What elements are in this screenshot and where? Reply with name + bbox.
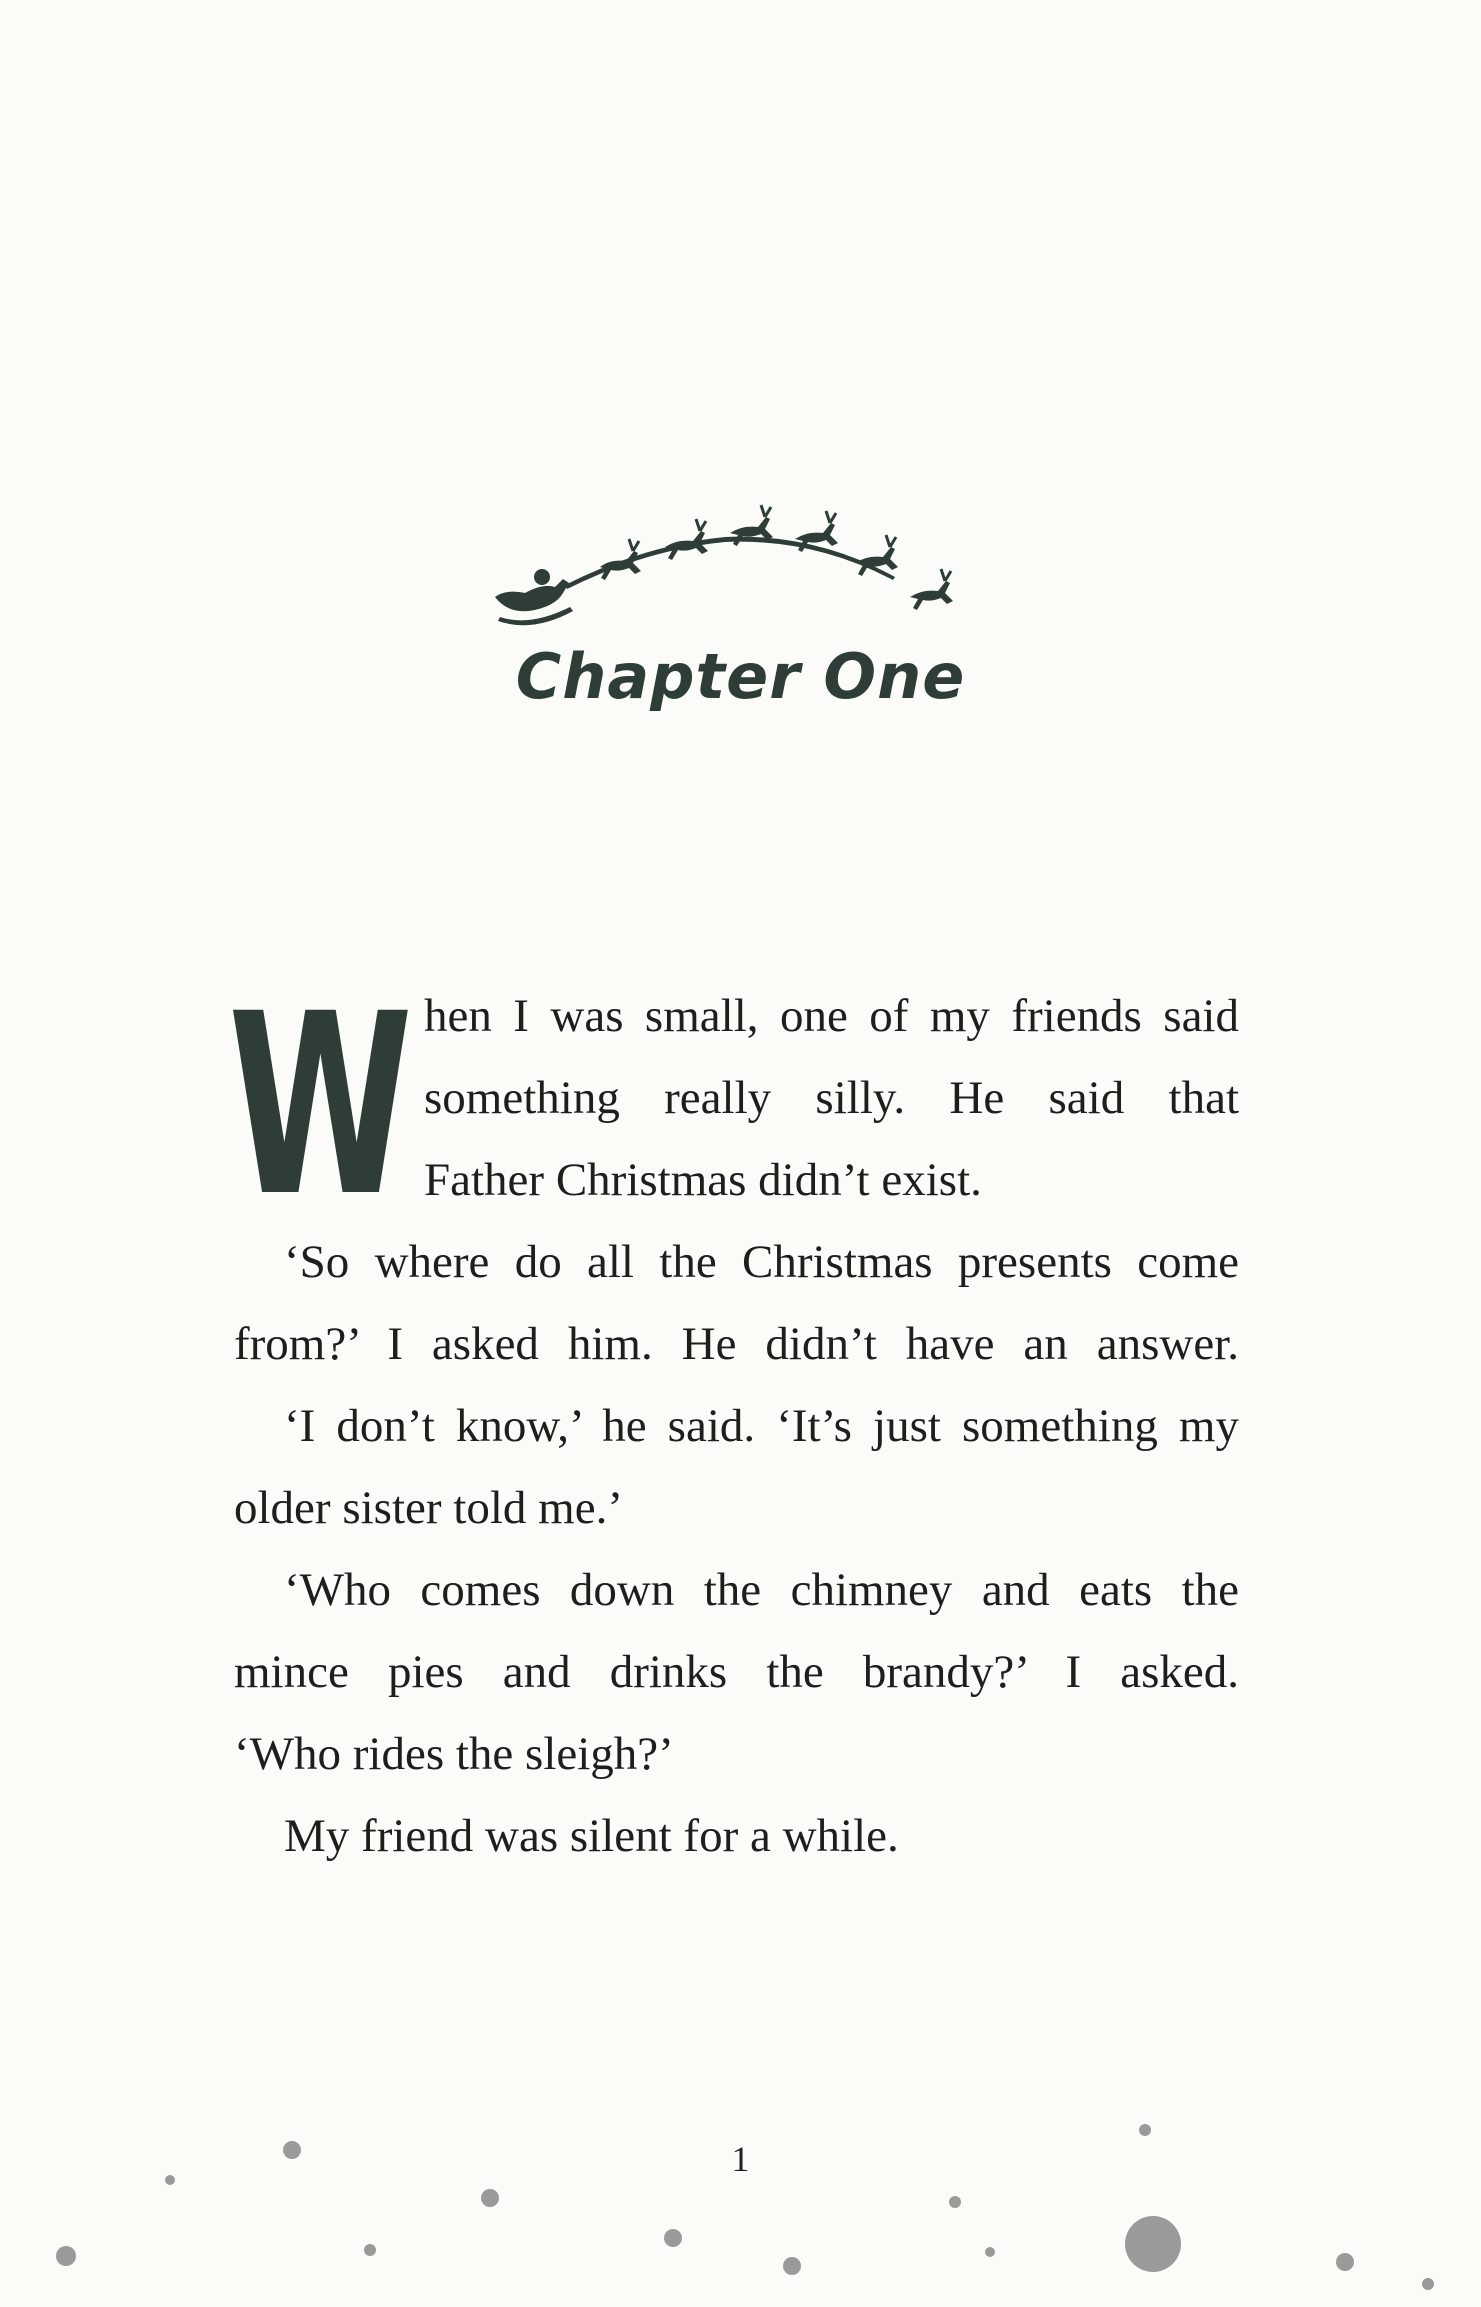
text-line: ‘Who comes down the chimney and eats the xyxy=(284,1564,1239,1616)
text-line: ‘Who rides the sleigh?’ xyxy=(234,1728,674,1780)
chapter-title: Chapter One xyxy=(515,640,966,713)
text-line: My friend was silent for a while. xyxy=(284,1810,899,1862)
text-line: Father Christmas didn’t exist. xyxy=(424,1154,982,1206)
text-line: ‘I don’t know,’ he said. ‘It’s just something my xyxy=(284,1400,1239,1452)
drop-cap-paragraph xyxy=(234,975,1239,1221)
text-line: hen I was small, one of my friends said xyxy=(424,990,1239,1042)
text-line: something really silly. He said that xyxy=(424,1072,1239,1124)
text-line: older sister told me.’ xyxy=(234,1482,623,1534)
text-line: from?’ I asked him. He didn’t have an answer. xyxy=(234,1318,1239,1370)
drop-cap-letter: W xyxy=(228,960,413,1251)
body-text xyxy=(234,975,1239,1877)
text-line: mince pies and drinks the brandy?’ I asked. xyxy=(234,1646,1239,1698)
page-number: 1 xyxy=(731,2139,750,2179)
snow-dots-decoration xyxy=(0,2100,1481,2307)
text-line: ‘So where do all the Christmas presents come xyxy=(284,1236,1239,1288)
santa-sleigh-reindeer-icon xyxy=(490,505,970,635)
